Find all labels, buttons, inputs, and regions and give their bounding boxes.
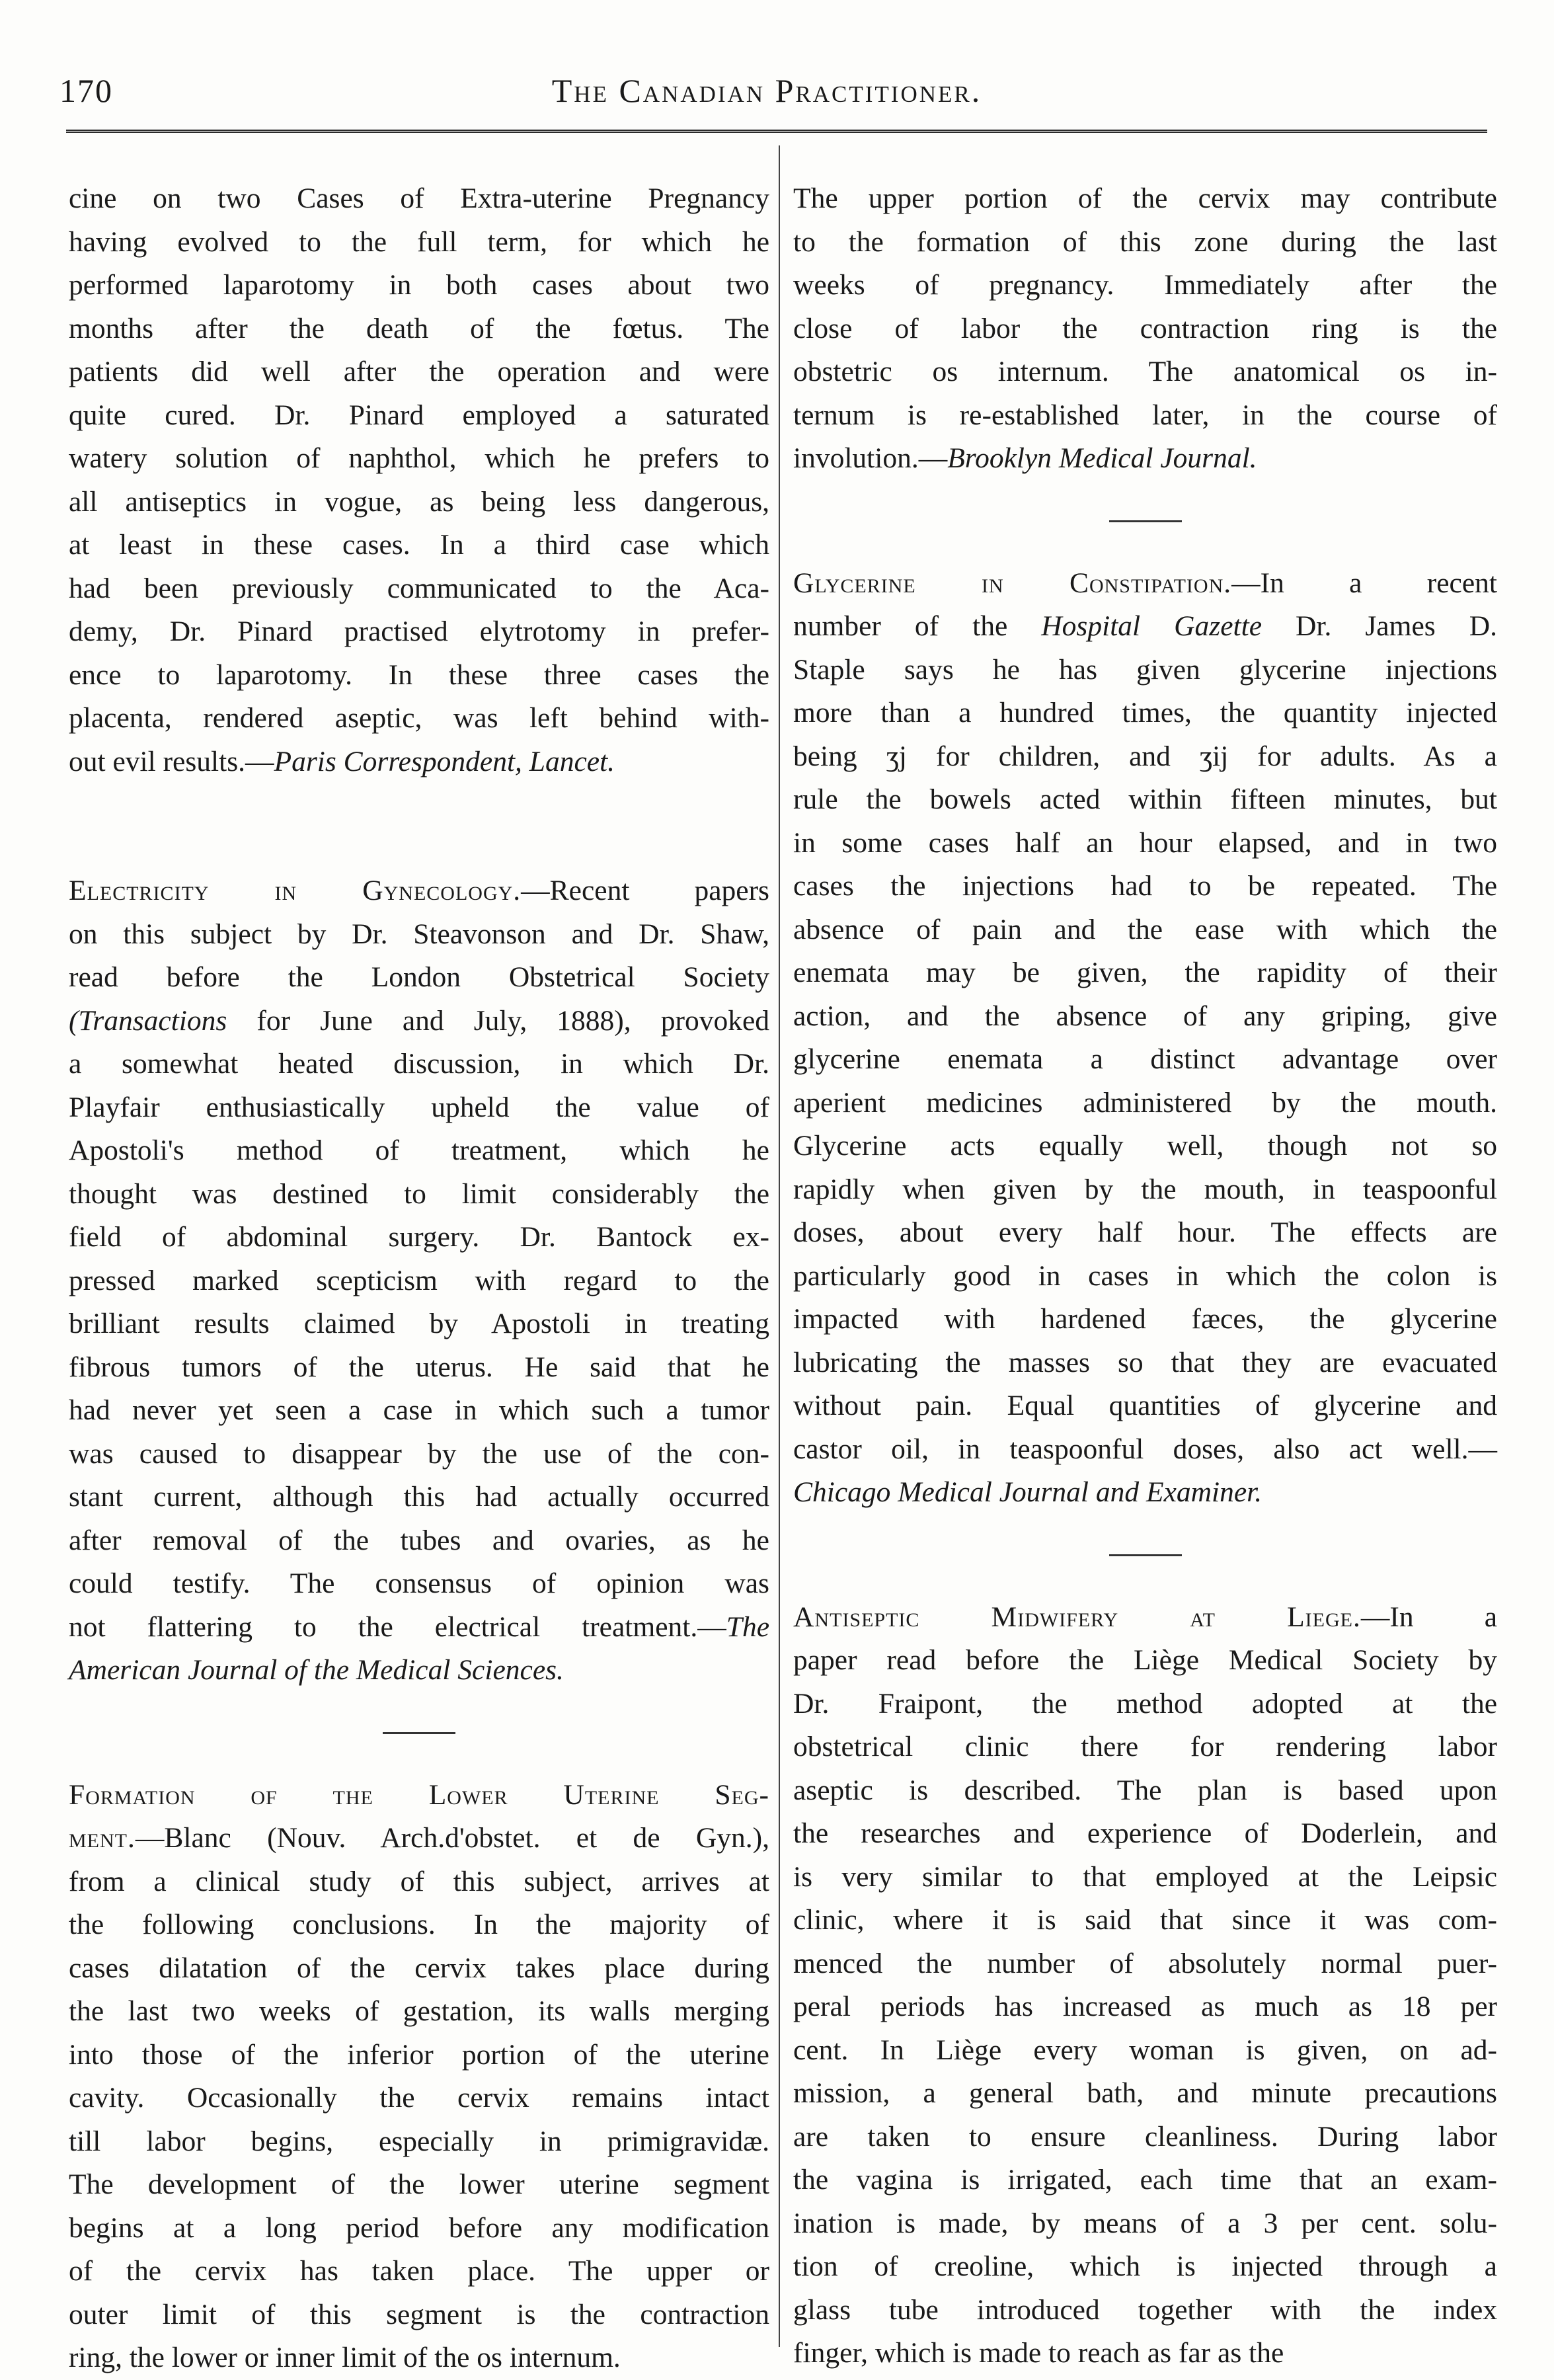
text-line: after removal of the tubes and ovaries, as he: [69, 1524, 769, 1556]
text-line: into those of the inferior portion of the uterine: [69, 2038, 769, 2071]
section-separator: [383, 1732, 455, 1734]
right-column: [793, 177, 1497, 2375]
text-line: begins at a long period before any modification: [69, 2211, 769, 2244]
running-title: The Canadian Practitioner.: [551, 72, 982, 109]
text-line: all antiseptics in vogue, as being less dangerous,: [69, 485, 769, 518]
text-line: ternum is re-established later, in the course of: [793, 399, 1497, 431]
text: —Recent papers: [521, 875, 769, 906]
text: number of the: [793, 610, 1042, 642]
text: involution.—: [793, 442, 948, 474]
text-line: particularly good in cases in which the colon is: [793, 1259, 1497, 1292]
text-line: rapidly when given by the mouth, in teaspoonful: [793, 1173, 1497, 1205]
text-line: was caused to disappear by the use of the con-: [69, 1437, 769, 1470]
text: out evil results.—: [69, 745, 274, 777]
text-line: demy, Dr. Pinard practised elytrotomy in prefer-: [69, 615, 769, 647]
header-rule: [66, 130, 1487, 133]
text-line: obstetrical clinic there for rendering labor: [793, 1731, 1497, 1763]
source-citation: Chicago Medical Journal and Examiner.: [793, 1476, 1263, 1508]
article-formation: [69, 1774, 769, 2380]
text-line: fibrous tumors of the uterus. He said that he: [69, 1351, 769, 1383]
article-lines: [69, 1860, 769, 2380]
text-line: brilliant results claimed by Apostoli in treating: [69, 1308, 769, 1339]
text-line: without pain. Equal quantities of glycerine and: [793, 1390, 1497, 1421]
source-citation: Brooklyn Medical Journal.: [947, 442, 1257, 474]
continuation-paragraph: [69, 177, 769, 740]
text-line: The development of the lower uterine segment: [69, 2168, 769, 2200]
text-line: tion of creoline, which is injected through a: [793, 2250, 1497, 2282]
text-line: Playfair enthusiastically upheld the value of: [69, 1091, 769, 1123]
section-separator: [1109, 520, 1182, 522]
text-line: ence to laparotomy. In these three cases the: [69, 658, 769, 691]
text-line: Glycerine acts equally well, though not so: [793, 1130, 1497, 1162]
text-line: peral periods has increased as much as 18 per: [793, 1991, 1497, 2022]
text-line: Dr. Fraipont, the method adopted at the: [793, 1687, 1497, 1720]
text-line: the following conclusions. In the majority of: [69, 1909, 769, 1940]
page-header: [46, 66, 1487, 119]
source-citation: American Journal of the Medical Sciences.: [69, 1654, 564, 1686]
text-line: outer limit of this segment is the contraction: [69, 2298, 769, 2330]
text-line: glycerine enemata a distinct advantage over: [793, 1043, 1497, 1075]
text-line: read before the London Obstetrical Society: [69, 961, 769, 993]
text: Dr. James D.: [1262, 610, 1497, 642]
text-line: are taken to ensure cleanliness. During labor: [793, 2120, 1497, 2153]
text-line: to the formation of this zone during the last: [793, 225, 1497, 258]
text-line: from a clinical study of this subject, arrives at: [69, 1865, 769, 1897]
text-line: The upper portion of the cervix may contribute: [793, 182, 1497, 214]
text-line: mission, a general bath, and minute precautions: [793, 2077, 1497, 2109]
text-line: weeks of pregnancy. Immediately after the: [793, 269, 1497, 301]
article-heading: ment.: [69, 1822, 136, 1854]
column-divider: [779, 145, 780, 2347]
text-line: doses, about every half hour. The effects are: [793, 1216, 1497, 1248]
text-line: rule the bowels acted within fifteen minutes, but: [793, 783, 1497, 815]
text-line: absence of pain and the ease with which the: [793, 913, 1497, 945]
text-line: castor oil, in teaspoonful doses, also act well.—: [793, 1433, 1497, 1465]
section-separator: [1109, 1554, 1182, 1556]
article-lines: [793, 1639, 1497, 2375]
text-line: ination is made, by means of a 3 per cent. solu-: [793, 2207, 1497, 2239]
text-line: aseptic is described. The plan is based upon: [793, 1774, 1497, 1806]
text: not flattering to the electrical treatment.—: [69, 1610, 726, 1643]
text-line: the vagina is irrigated, each time that an exam-: [793, 2164, 1497, 2196]
article-lines: [69, 1043, 769, 1606]
continuation-source-line: [69, 740, 769, 784]
source-citation: The: [726, 1610, 769, 1643]
text-line: clinic, where it is said that since it was com-: [793, 1904, 1497, 1936]
text-line: field of abdominal surgery. Dr. Bantock ex-: [69, 1221, 769, 1253]
text-line: Apostoli's method of treatment, which he: [69, 1134, 769, 1166]
text-line: lubricating the masses so that they are evacuated: [793, 1346, 1497, 1378]
text-line: thought was destined to limit considerably the: [69, 1177, 769, 1210]
text-line: cases the injections had to be repeated. The: [793, 870, 1497, 902]
text-line: quite cured. Dr. Pinard employed a saturated: [69, 399, 769, 431]
continuation-source-line: [793, 437, 1497, 481]
text: —In a recent: [1231, 567, 1497, 599]
text-line: in some cases half an hour elapsed, and in two: [793, 826, 1497, 859]
text-line: action, and the absence of any griping, give: [793, 1000, 1497, 1032]
text-line: more than a hundred times, the quantity injected: [793, 697, 1497, 729]
text-line: ring, the lower or inner limit of the os internum.: [69, 2342, 621, 2373]
text-line: impacted with hardened fæces, the glycerine: [793, 1303, 1497, 1335]
text-line: cine on two Cases of Extra-uterine Pregnancy: [69, 182, 769, 214]
article-heading: Antiseptic Midwifery at Liege.: [793, 1601, 1361, 1633]
article-heading: Glycerine in Constipation.: [793, 567, 1232, 599]
text-line: menced the number of absolutely normal puer-: [793, 1947, 1497, 1979]
article-glycerine: [793, 562, 1497, 1515]
text-line: enemata may be given, the rapidity of their: [793, 957, 1497, 988]
text-line: being ʒj for children, and ʒij for adults. As a: [793, 740, 1497, 772]
article-heading: Formation of the Lower Uterine Seg-: [69, 1778, 769, 1811]
article-lines: [69, 913, 769, 1000]
text-line: aperient medicines administered by the mouth.: [793, 1086, 1497, 1119]
journal-name: (Transactions: [69, 1004, 227, 1037]
text-line: glass tube introduced together with the index: [793, 2293, 1497, 2326]
text-line: on this subject by Dr. Steavonson and Dr. Shaw,: [69, 918, 769, 950]
article-electricity: [69, 869, 769, 1692]
text-line: placenta, rendered aseptic, was left behind with-: [69, 702, 769, 734]
text-line: Staple says he has given glycerine injections: [793, 653, 1497, 686]
page-number: 170: [59, 72, 113, 109]
journal-name: Hospital Gazette: [1041, 610, 1262, 642]
text: —Blanc (Nouv. Arch.d'obstet. et de Gyn.),: [135, 1822, 769, 1854]
text-line: stant current, although this had actually occurred: [69, 1481, 769, 1513]
text-line: at least in these cases. In a third case which: [69, 529, 769, 561]
text-line: cavity. Occasionally the cervix remains intact: [69, 2082, 769, 2114]
article-heading: Electricity in Gynecology.: [69, 875, 522, 906]
text-line: close of labor the contraction ring is the: [793, 312, 1497, 344]
text: for June and July, 1888), provoked: [227, 1004, 769, 1037]
text-line: cent. In Liège every woman is given, on ad-: [793, 2034, 1497, 2066]
text-line: is very similar to that employed at the Leipsic: [793, 1860, 1497, 1893]
text-line: having evolved to the full term, for which he: [69, 225, 769, 258]
text: —In a: [1360, 1601, 1497, 1633]
text-line: performed laparotomy in both cases about two: [69, 269, 769, 301]
text-line: had never yet seen a case in which such a tumor: [69, 1394, 769, 1426]
text-line: paper read before the Liège Medical Society by: [793, 1644, 1497, 1676]
article-midwifery: [793, 1596, 1497, 2375]
text-line: patients did well after the operation and were: [69, 356, 769, 387]
article-lines: [793, 649, 1497, 1472]
text-line: the last two weeks of gestation, its walls merging: [69, 1995, 769, 2027]
text-line: watery solution of naphthol, which he prefers to: [69, 442, 769, 474]
text-line: had been previously communicated to the Aca-: [69, 572, 769, 604]
text-line: of the cervix has taken place. The upper or: [69, 2255, 769, 2287]
text-line: a somewhat heated discussion, in which Dr.: [69, 1048, 769, 1080]
source-citation: Paris Correspondent, Lancet.: [274, 745, 615, 777]
text-line: finger, which is made to reach as far as the: [793, 2337, 1284, 2369]
text-line: could testify. The consensus of opinion was: [69, 1567, 769, 1599]
continuation-paragraph: [793, 177, 1497, 437]
text-line: pressed marked scepticism with regard to the: [69, 1264, 769, 1296]
left-column: [69, 177, 769, 2380]
text-line: cases dilatation of the cervix takes place during: [69, 1952, 769, 1984]
text-line: till labor begins, especially in primigravidæ.: [69, 2125, 769, 2157]
text-line: obstetric os internum. The anatomical os in-: [793, 356, 1497, 387]
text-line: the researches and experience of Doderlein, and: [793, 1817, 1497, 1849]
text-line: months after the death of the fœtus. The: [69, 312, 769, 344]
